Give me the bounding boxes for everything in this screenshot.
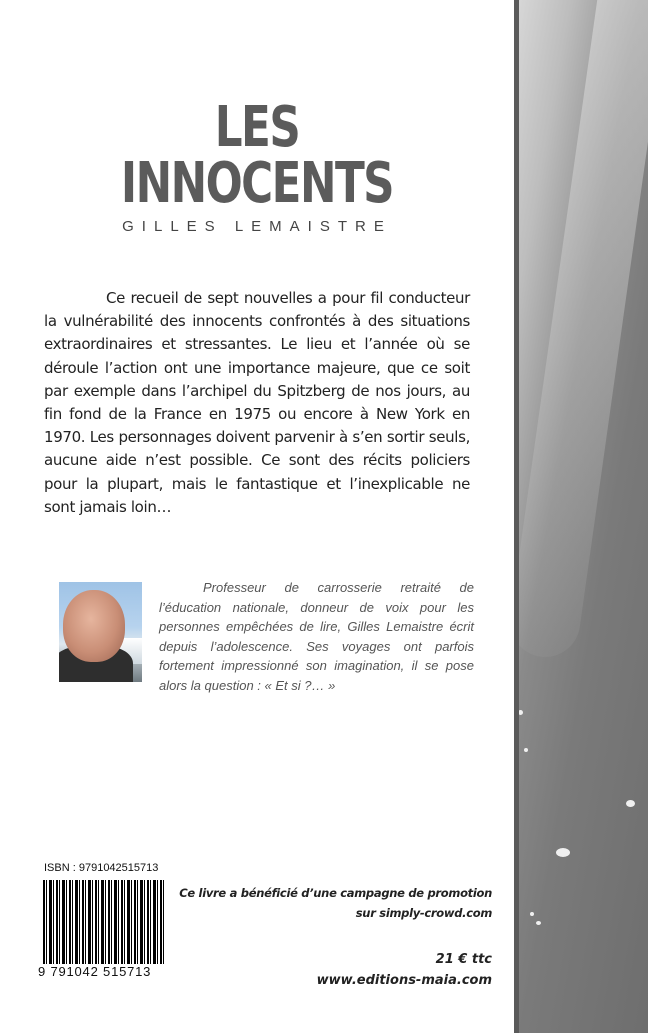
snow-flake	[530, 912, 534, 916]
promotion-line2: sur simply-crowd.com	[355, 906, 492, 920]
book-title-line2: INNOCENTS	[120, 151, 394, 216]
barcode	[43, 880, 165, 964]
author-photo	[59, 582, 142, 682]
spine-image	[514, 0, 648, 1033]
spine-edge	[514, 0, 519, 1033]
snow-flake	[626, 800, 635, 807]
barcode-digits: 9 791042 515713	[38, 964, 152, 979]
snow-flake	[556, 848, 570, 857]
author-bio: Professeur de carrosserie retraité de l’éducation nationale, donneur de voix pour les personnes empêchées de lire, Gilles Lemaistre écrit depuis l’adolescence. Ses voyages ont parfois fortement impressionné son imagination, il se pose alors la question : « Et si ?… »	[159, 580, 474, 693]
publisher-website: www.editions-maia.com	[316, 973, 492, 988]
author-name: GILLES LEMAISTRE	[122, 218, 392, 235]
isbn-label: ISBN : 9791042515713	[44, 862, 159, 874]
price: 21 € ttc	[435, 952, 492, 967]
book-title-line1: LES	[214, 95, 300, 160]
snow-flake	[524, 748, 528, 752]
photo-head	[63, 590, 125, 662]
promotion-line1: Ce livre a bénéficié d’une campagne de promotion	[179, 886, 492, 900]
promotion-note	[179, 883, 492, 923]
book-summary: Ce recueil de sept nouvelles a pour fil conducteur la vulnérabilité des innocents confrontés à des situations extraordinaires et stressantes. Le lieu et l’année où se déroule l’action ont une importance majeure, que ce soit par exemple dans l’archipel du Spitzberg de nos jours, au fin fond de la France en 1975 ou encore à New York en 1970. Les personnages doivent parvenir à s’en sortir seuls, aucune aide n’est possible. Ce sont des récits policiers pour la plupart, mais le fantastique et l’inexplicable ne sont jamais loin…	[44, 289, 470, 516]
snow-flake	[536, 921, 541, 925]
spine-highlight	[514, 0, 648, 661]
